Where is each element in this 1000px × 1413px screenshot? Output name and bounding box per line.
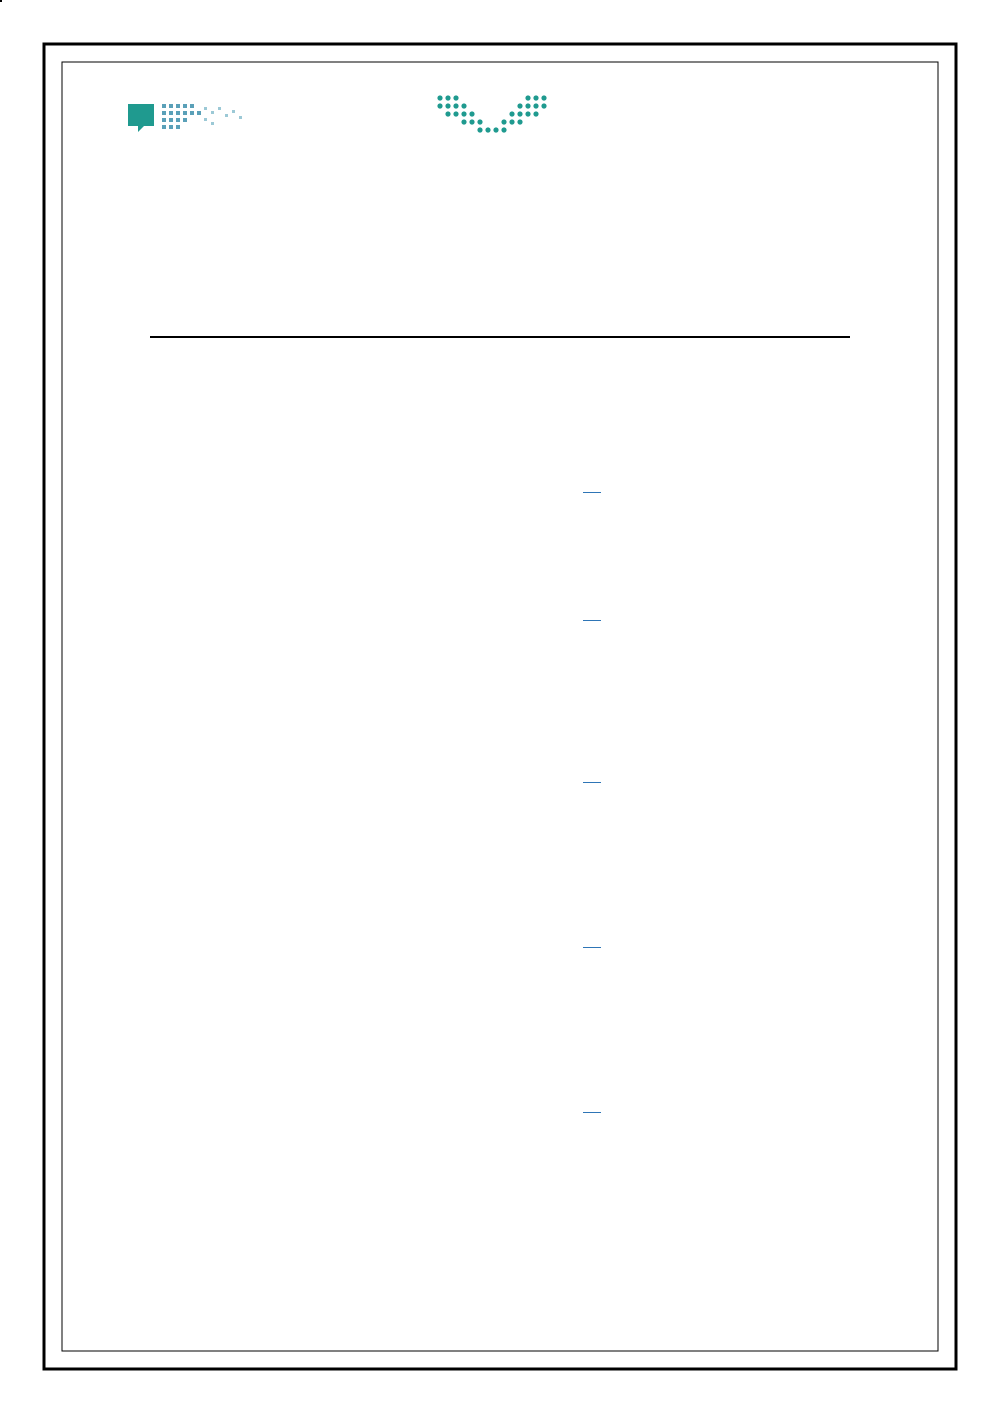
option-b-fraction[interactable] [583, 491, 601, 494]
option-b-fraction[interactable] [583, 946, 601, 949]
option-b-fraction[interactable] [583, 781, 601, 784]
fraction-model-5 [0, 0, 2, 2]
title-divider [150, 336, 850, 338]
ministry-logo [432, 90, 552, 195]
book-icon [128, 104, 154, 132]
madrasati-logo [122, 100, 252, 175]
option-b-fraction[interactable] [583, 1111, 601, 1114]
moe-dots-icon [437, 95, 546, 132]
option-b-fraction[interactable] [583, 619, 601, 622]
